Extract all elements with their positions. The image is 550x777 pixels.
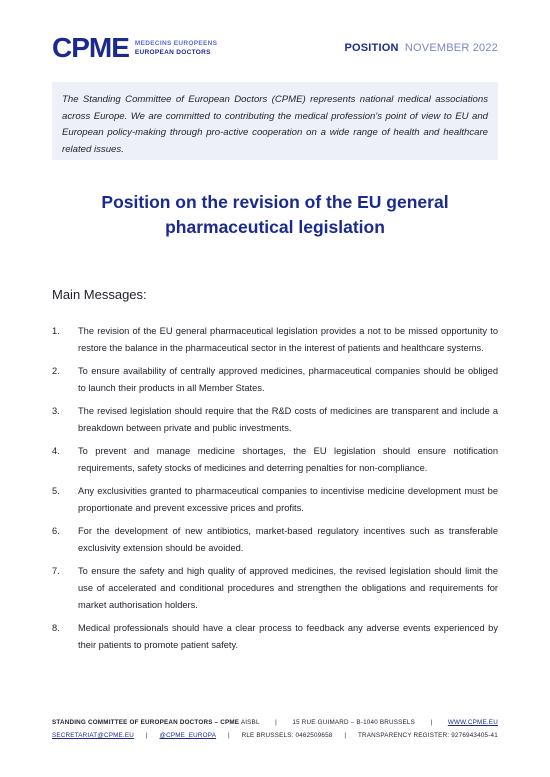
message-item — [52, 363, 498, 397]
logo-subtitle — [135, 39, 217, 57]
main-messages-list — [52, 323, 498, 660]
message-number: 1. — [52, 326, 60, 336]
footer-address: 15 RUE GUIMARD – B-1040 BRUSSELS — [292, 719, 416, 726]
position-label: POSITION — [344, 42, 399, 54]
document-title: Position on the revision of the EU general pharmaceutical legislation — [101, 192, 449, 237]
message-text: The revised legislation should require that the R&D costs of medicines are transparent and include a breakdown between private and public investments. — [78, 406, 498, 433]
footer-row-1 — [52, 716, 498, 729]
footer-separator: | — [430, 719, 433, 726]
footer-org-suffix: AISBL — [240, 719, 260, 726]
message-number: 4. — [52, 446, 60, 456]
logo-mark: CPME — [52, 32, 129, 63]
message-text: Any exclusivities granted to pharmaceutical companies to incentivise medicine development must be proportionate and prevent excessive prices and profits. — [78, 486, 498, 513]
message-text: To prevent and manage medicine shortages, the EU legislation should ensure notification requirements, safety stocks of medicines and deterring penalties for non-compliance. — [78, 446, 498, 473]
footer-separator: | — [145, 732, 148, 739]
message-number: 8. — [52, 623, 60, 633]
message-number: 6. — [52, 526, 60, 536]
position-tag — [344, 42, 498, 54]
message-item — [52, 563, 498, 614]
message-number: 2. — [52, 366, 60, 376]
main-messages-heading: Main Messages: — [52, 287, 147, 302]
message-item — [52, 443, 498, 477]
footer-separator: | — [344, 732, 347, 739]
message-number: 5. — [52, 486, 60, 496]
footer-separator: | — [275, 719, 277, 726]
message-item — [52, 620, 498, 654]
message-text: To ensure availability of centrally approved medicines, pharmaceutical companies should be obliged to launch their products in all Member States. — [78, 366, 498, 393]
intro-text: The Standing Committee of European Doctors (CPME) represents national medical associations across Europe. We are committed to contributing the medical profession's point of view to EU and European policy-making through pro-active cooperation on a wide range of health and healthcare related issues. — [62, 94, 488, 155]
message-number: 3. — [52, 406, 60, 416]
message-text: For the development of new antibiotics, market-based regulatory incentives such as transferable exclusivity extension should be avoided. — [78, 526, 498, 553]
logo-line-1: MEDECINS EUROPEENS — [134, 40, 218, 47]
footer-org — [52, 716, 260, 729]
footer-twitter-link[interactable]: @CPME_EUROPA — [159, 732, 217, 739]
message-item — [52, 403, 498, 437]
page-footer — [52, 716, 498, 742]
position-date: NOVEMBER 2022 — [404, 42, 498, 54]
message-item — [52, 483, 498, 517]
message-text: Medical professionals should have a clear process to feedback any adverse events experienced by their patients to promote patient safety. — [78, 623, 498, 650]
page-header — [52, 34, 498, 64]
message-text: To ensure the safety and high quality of approved medicines, the revised legislation should limit the use of accelerated and conditional procedures and strengthen the obligations and requirements for market authorisation holders. — [78, 566, 498, 610]
footer-transparency: TRANSPARENCY REGISTER: 9276943405-41 — [357, 732, 498, 739]
footer-website-link[interactable]: WWW.CPME.EU — [447, 719, 498, 726]
intro-box — [52, 82, 498, 160]
message-number: 7. — [52, 566, 60, 576]
message-text: The revision of the EU general pharmaceutical legislation provides a not to be missed opportunity to restore the balance in the pharmaceutical sector in the interest of patients and healthcare systems. — [78, 326, 498, 353]
footer-rle: RLE BRUSSELS: 0462509658 — [241, 732, 333, 739]
footer-org-name: STANDING COMMITTEE OF EUROPEAN DOCTORS – CPME — [52, 719, 240, 726]
message-item — [52, 523, 498, 557]
message-item — [52, 323, 498, 357]
footer-row-2 — [52, 729, 498, 742]
footer-separator: | — [227, 732, 230, 739]
footer-email-link[interactable]: SECRETARIAT@CPME.EU — [52, 732, 135, 739]
logo-line-2: EUROPEAN DOCTORS — [134, 49, 211, 56]
cpme-logo — [52, 34, 217, 62]
